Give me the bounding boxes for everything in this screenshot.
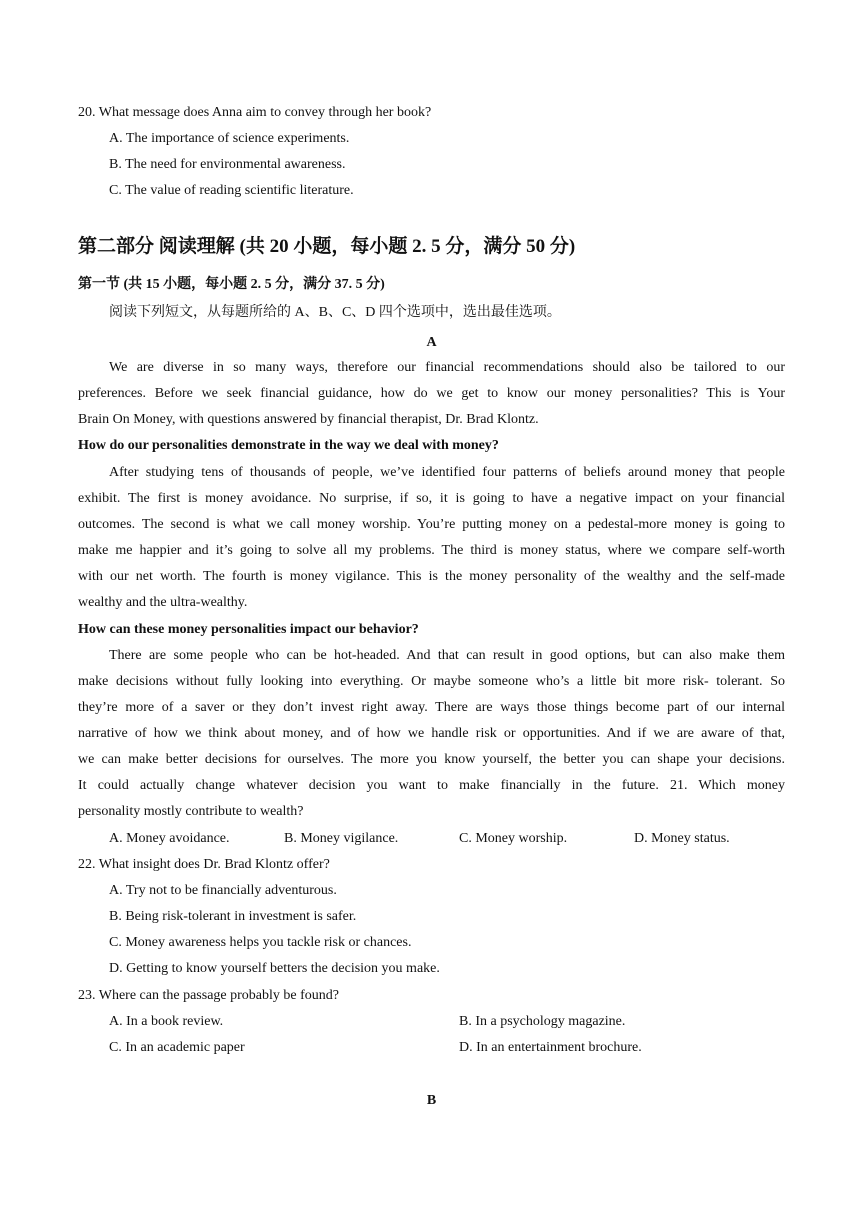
question-23-option-c: C. In an academic paper (109, 1040, 245, 1055)
question-21-option-b: B. Money vigilance. (284, 831, 399, 846)
question-22-option-b: B. Being risk-tolerant in investment is safer. (109, 909, 357, 924)
question-23-option-a: A. In a book review. (109, 1014, 224, 1029)
passage-a-p2-line: with our net worth. The fourth is money vigilance. This is the money personality of the wealthy and the self-made (78, 569, 785, 584)
question-22-option-a: A. Try not to be financially adventurous. (109, 883, 337, 898)
instruction-text: 阅读下列短文，从每题所给的 A、B、C、D 四个选项中，选出最佳选项。 (109, 305, 561, 320)
section1-heading: 第一节 (共 15 小题，每小题 2. 5 分，满分 37. 5 分) (78, 277, 385, 292)
question-21-option-c: C. Money worship. (459, 831, 568, 846)
question-23-option-b: B. In a psychology magazine. (459, 1014, 626, 1029)
passage-a-p1-line: preferences. Before we seek financial guidance, how do we get to know our money personalities? This is Your (78, 386, 785, 401)
passage-a-p3-line: make decisions without fully looking into everything. Or maybe someone who’s a little bit more risk- tolerant. So (78, 674, 785, 689)
passage-a-p1-line: Brain On Money, with questions answered by financial therapist, Dr. Brad Klontz. (78, 412, 539, 427)
passage-a-p3-line: personality mostly contribute to wealth? (78, 804, 304, 819)
question-20-option-a: A. The importance of science experiments. (109, 131, 350, 146)
part2-heading: 第二部分 阅读理解 (共 20 小题，每小题 2. 5 分，满分 50 分) (78, 236, 576, 257)
passage-a-p3-line: It could actually change whatever decision you want to make financially in the future. 21. Which money (78, 778, 785, 793)
passage-a-p3-line: we can make better decisions for ourselves. The more you know yourself, the better you can shape your decisions. (78, 752, 785, 767)
question-23-stem: 23. Where can the passage probably be found? (78, 988, 339, 1003)
passage-a-p2-line: wealthy and the ultra-wealthy. (78, 595, 248, 610)
passage-a-p3-line: narrative of how we think about money, and of how we handle risk or opportunities. And if we are aware of that, (78, 726, 785, 741)
question-20-option-b: B. The need for environmental awareness. (109, 157, 346, 172)
passage-a-subheading-1: How do our personalities demonstrate in the way we deal with money? (78, 438, 499, 453)
passage-a-subheading-2: How can these money personalities impact our behavior? (78, 622, 419, 637)
question-20-option-c: C. The value of reading scientific literature. (109, 183, 354, 198)
question-22-option-d: D. Getting to know yourself betters the decision you make. (109, 961, 440, 976)
question-21-option-d: D. Money status. (634, 831, 730, 846)
passage-a-p2-line: exhibit. The first is money avoidance. No surprise, if so, it is going to have a negative impact on your financial (78, 491, 785, 506)
passage-a-p2-line: make me happier and it’s going to solve all my problems. The third is money status, where we compare self-worth (78, 543, 785, 558)
passage-a-p3-line: they’re more of a saver or they don’t invest right away. There are ways those things become part of our internal (78, 700, 785, 715)
passage-a-p2-line: outcomes. The second is what we call money worship. You’re putting money on a pedestal-more money is going to (78, 517, 785, 532)
passage-b-label: B (426, 1093, 437, 1108)
passage-a-label: A (426, 335, 437, 350)
passage-a-p1-line: We are diverse in so many ways, therefore our financial recommendations should also be tailored to our (109, 360, 785, 375)
passage-a-p2-line: After studying tens of thousands of people, we’ve identified four patterns of beliefs around money that people (109, 465, 785, 480)
passage-a-p3-line: There are some people who can be hot-headed. And that can result in good options, but can also make them (109, 648, 785, 663)
question-20-stem: 20. What message does Anna aim to convey through her book? (78, 105, 432, 120)
question-22-stem: 22. What insight does Dr. Brad Klontz offer? (78, 857, 330, 872)
question-22-option-c: C. Money awareness helps you tackle risk or chances. (109, 935, 412, 950)
question-21-option-a: A. Money avoidance. (109, 831, 230, 846)
question-23-option-d: D. In an entertainment brochure. (459, 1040, 642, 1055)
